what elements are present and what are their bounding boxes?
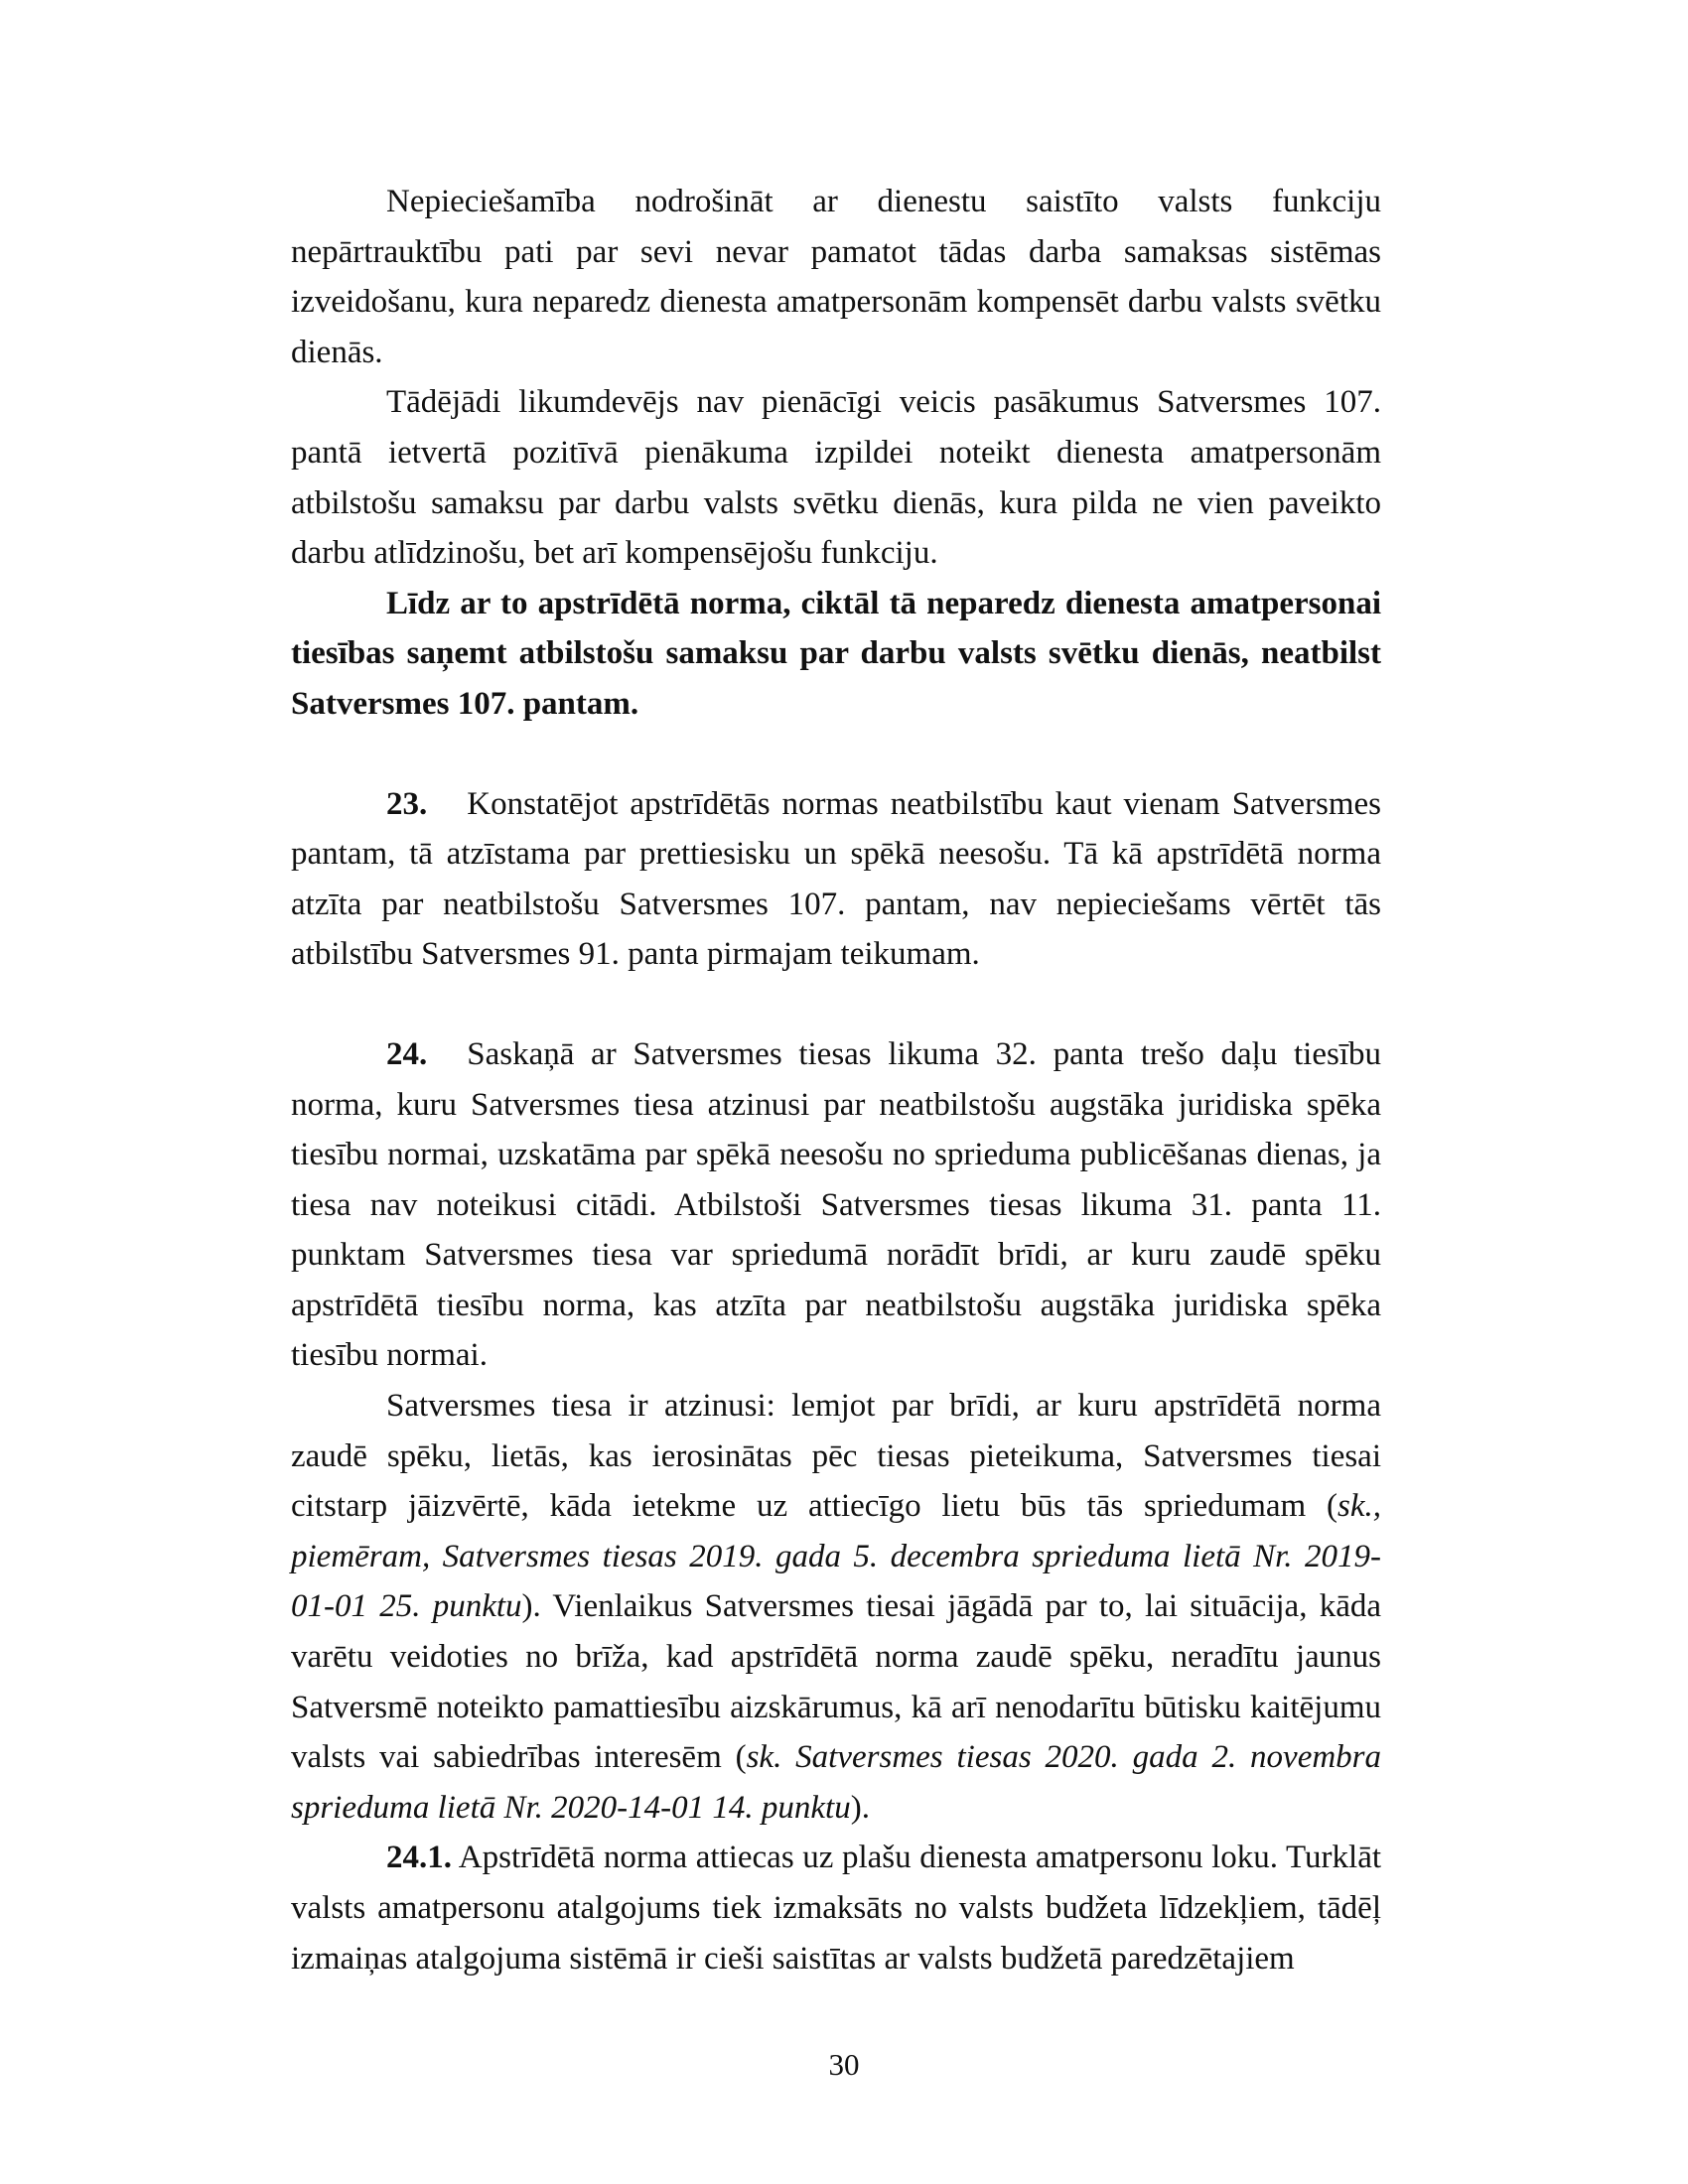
- paragraph-24-1: [291, 1833, 1381, 1983]
- paragraph-legislator-failure: Tādējādi likumdevējs nav pienācīgi veicis pasākumus Satversmes 107. pantā ietvertā pozitīvā pienākuma izpildei noteikt dienesta amatpersonām atbilstošu samaksu par darbu valsts svētku dienās, kura pilda ne vien paveikto darbu atlīdzinošu, bet arī kompensējošu funkciju.: [291, 384, 1381, 572]
- paragraph-number: 23.: [386, 785, 428, 822]
- section-gap: [291, 730, 1381, 779]
- paragraph-conclusion-bold: Līdz ar to apstrīdētā norma, ciktāl tā neparedz dienesta amatpersonai tiesības saņemt atbilstošu samaksu par darbu valsts svētku dienās, neatbilst Satversmes 107. pantam.: [291, 585, 1381, 722]
- document-body: [291, 177, 1381, 1983]
- section-gap: [291, 980, 1381, 1029]
- paragraph-text: ). Vienlaikus Satversmes tiesai jāgādā par to, lai situācija, kāda varētu veidoties no brīža, kad apstrīdētā norma zaudē spēku, neradītu jaunus Satversmē noteikto pamattiesību aizskārumus, kā arī nenodarītu būtisku kaitējumu valsts vai sabiedrības interesēm (: [291, 1588, 1381, 1776]
- paragraph-23: [291, 779, 1381, 980]
- paragraph-24-continued: [291, 1381, 1381, 1833]
- paragraph-text: Satversmes tiesa ir atzinusi: lemjot par brīdi, ar kuru apstrīdētā norma zaudē spēku, lietās, kas ierosinātas pēc tiesas pieteikuma, Satversmes tiesai citstarp jāizvērtē, kāda ietekme uz attiecīgo lietu būs tās spriedumam (: [291, 1388, 1381, 1525]
- paragraph-number: 24.: [386, 1035, 428, 1072]
- citation: sk., piemēram, Satversmes tiesas 2019. gada 5. decembra sprieduma lietā Nr. 2019-01-01 25. punktu: [291, 1488, 1381, 1625]
- paragraph-24: [291, 1029, 1381, 1381]
- citation: sk. Satversmes tiesas 2020. gada 2. novembra sprieduma lietā Nr. 2020-14-01 14. punktu: [291, 1739, 1382, 1826]
- paragraph-text: Apstrīdētā norma attiecas uz plašu dienesta amatpersonu loku. Turklāt valsts amatpersonu atalgojums tiek izmaksāts no valsts budžeta līdzekļiem, tādēļ izmaiņas atalgojuma sistēmā ir cieši saistītas ar valsts budžetā paredzētajiem: [291, 1840, 1382, 1977]
- paragraph-text: Saskaņā ar Satversmes tiesas likuma 32. panta trešo daļu tiesību norma, kuru Satversmes tiesa atzinusi par neatbilstošu augstāka juridiska spēka tiesību normai, uzskatāma par spēkā neesošu no sprieduma publicēšanas dienas, ja tiesa nav noteikusi citādi. Atbilstoši Satversmes tiesas likuma 31. panta 11. punktam Satversmes tiesa var spriedumā norādīt brīdi, ar kuru zaudē spēku apstrīdētā tiesību norma, kas atzīta par neatbilstošu augstāka juridiska spēka tiesību normai.: [291, 1035, 1381, 1374]
- paragraph-text: Konstatējot apstrīdētās normas neatbilstību kaut vienam Satversmes pantam, tā atzīstama par prettiesisku un spēkā neesošu. Tā kā apstrīdētā norma atzīta par neatbilstošu Satversmes 107. pantam, nav nepieciešams vērtēt tās atbilstību Satversmes 91. panta pirmajam teikumam.: [291, 785, 1381, 973]
- paragraph-text: ).: [850, 1789, 870, 1826]
- paragraph-continuation: Nepieciešamība nodrošināt ar dienestu saistīto valsts funkciju nepārtrauktību pati par sevi nevar pamatot tādas darba samaksas sistēmas izveidošanu, kura neparedz dienesta amatpersonām kompensēt darbu valsts svētku dienās.: [291, 184, 1381, 370]
- paragraph-number: 24.1.: [386, 1840, 452, 1876]
- page-number: 30: [828, 2047, 860, 2082]
